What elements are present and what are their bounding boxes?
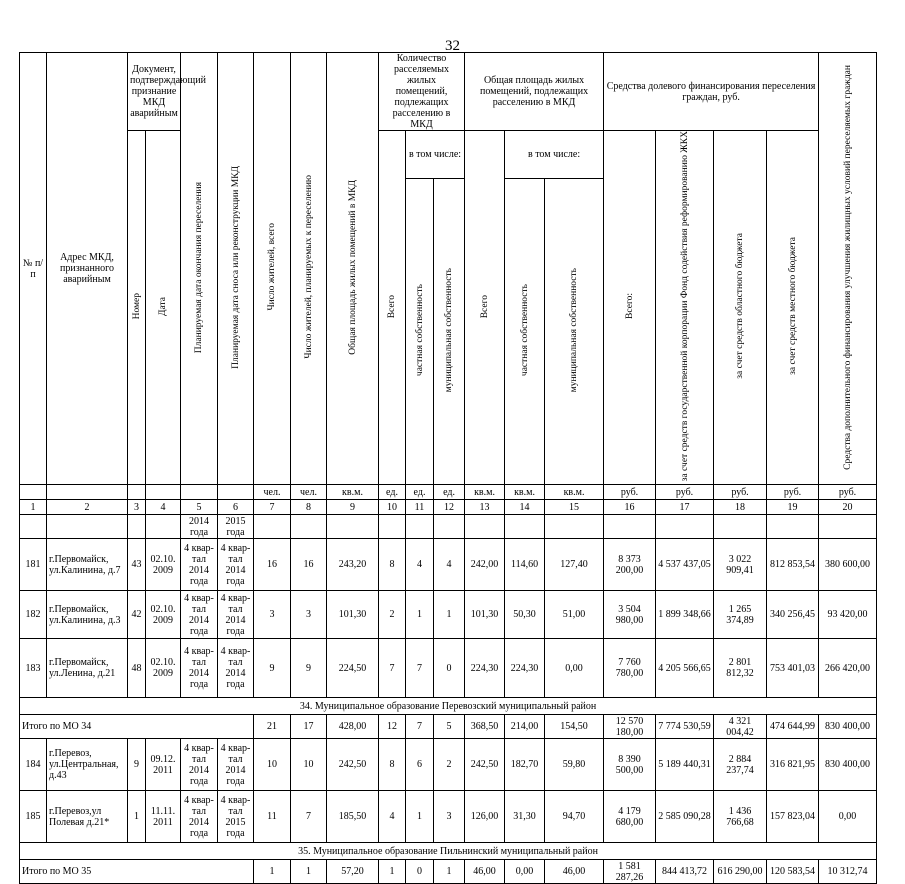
total-fund-local: 474 644,99: [767, 715, 819, 739]
cell-fund-total: 7 760 780,00: [604, 639, 656, 698]
total-area-total: 46,00: [465, 860, 505, 884]
header-total-area: Общая площадь жилых помещений в МКД: [327, 53, 379, 485]
cell-rooms-total: 2: [379, 591, 406, 639]
cell-doc-date: 02.10. 2009: [146, 591, 181, 639]
header-rooms-total: Всего: [379, 131, 406, 485]
cell-area-municipal: 94,70: [545, 791, 604, 843]
header-doc-date: Дата: [146, 131, 181, 485]
cell-rooms-municipal: 2: [434, 739, 465, 791]
cell-fund-fund: 4 537 437,05: [656, 539, 714, 591]
header-doc-number: Номер: [128, 131, 146, 485]
table-row: [20, 539, 877, 591]
cell-planned-end: 4 квар-тал 2014 года: [181, 639, 218, 698]
total-fund-regional: 4 321 004,42: [714, 715, 767, 739]
cell-fund-regional: 1 436 766,68: [714, 791, 767, 843]
cell-area-total: 101,30: [465, 591, 505, 639]
unit-cell: руб.: [714, 485, 767, 500]
carry-demo: 2015 года: [218, 515, 254, 539]
column-number: 17: [656, 500, 714, 515]
header-private: частная собственность: [406, 178, 434, 485]
total-row-35: [20, 860, 877, 884]
cell-rooms-total: 8: [379, 739, 406, 791]
cell-area-private: 114,60: [505, 539, 545, 591]
cell-fund-total: 4 179 680,00: [604, 791, 656, 843]
cell-fund-total: 8 390 500,00: [604, 739, 656, 791]
cell-fund-local: 753 401,03: [767, 639, 819, 698]
cell-fund-extra: 93 420,00: [819, 591, 877, 639]
header-fund-regional: за счет средств областного бюджета: [714, 131, 767, 485]
total-area-municipal: 46,00: [545, 860, 604, 884]
header-fund-total: Всего:: [604, 131, 656, 485]
header-num: № п/п: [20, 53, 47, 485]
cell-doc-number: 43: [128, 539, 146, 591]
cell-residents-planned: 9: [291, 639, 327, 698]
header-area-private: частная собственность: [505, 178, 545, 485]
column-number: 6: [218, 500, 254, 515]
column-number: 9: [327, 500, 379, 515]
cell-total-area: 101,30: [327, 591, 379, 639]
unit-cell: кв.м.: [327, 485, 379, 500]
unit-cell: ед.: [379, 485, 406, 500]
cell-area-total: 126,00: [465, 791, 505, 843]
cell-address: г.Первомайск, ул.Ленина, д.21: [47, 639, 128, 698]
header-area-incl: в том числе:: [505, 131, 604, 179]
cell-rooms-total: 4: [379, 791, 406, 843]
unit-cell: кв.м.: [545, 485, 604, 500]
cell-doc-number: 48: [128, 639, 146, 698]
cell-residents-total: 3: [254, 591, 291, 639]
total-residents-total: 1: [254, 860, 291, 884]
cell-row-number: 182: [20, 591, 47, 639]
total-rooms-municipal: 5: [434, 715, 465, 739]
header-area-total: Всего: [465, 131, 505, 485]
cell-total-area: 224,50: [327, 639, 379, 698]
cell-doc-number: 9: [128, 739, 146, 791]
cell-fund-extra: 380 600,00: [819, 539, 877, 591]
cell-rooms-municipal: 3: [434, 791, 465, 843]
total-residents-total: 21: [254, 715, 291, 739]
carry-over-row: [20, 515, 877, 539]
cell-fund-fund: 5 189 440,31: [656, 739, 714, 791]
total-area-private: 214,00: [505, 715, 545, 739]
cell-row-number: 181: [20, 539, 47, 591]
header-planned-demolition: Планируемая дата сноса или реконструкции МКД: [218, 53, 254, 485]
column-number: 15: [545, 500, 604, 515]
total-total-area: 428,00: [327, 715, 379, 739]
total-area-total: 368,50: [465, 715, 505, 739]
header-funding: Средства долевого финансирования переселения граждан, руб.: [604, 53, 819, 131]
header-extra: Средства дополнительного финансирования улучшения жилищных условий переселяемых граждан: [819, 53, 877, 485]
cell-fund-fund: 1 899 348,66: [656, 591, 714, 639]
cell-address: г.Перевоз, ул.Центральная, д.43: [47, 739, 128, 791]
cell-area-total: 242,00: [465, 539, 505, 591]
table-row: [20, 791, 877, 843]
column-number: 12: [434, 500, 465, 515]
header-rooms-incl: в том числе:: [406, 131, 465, 179]
cell-fund-local: 157 823,04: [767, 791, 819, 843]
total-row-34: [20, 715, 877, 739]
cell-address: г.Первомайск, ул.Калинина, д.3: [47, 591, 128, 639]
unit-cell: ед.: [406, 485, 434, 500]
cell-total-area: 243,20: [327, 539, 379, 591]
column-number: 8: [291, 500, 327, 515]
cell-fund-regional: 2 801 812,32: [714, 639, 767, 698]
cell-planned-end: 4 квар-тал 2014 года: [181, 791, 218, 843]
cell-rooms-municipal: 4: [434, 539, 465, 591]
cell-area-private: 182,70: [505, 739, 545, 791]
resettlement-table: [19, 52, 877, 884]
cell-fund-local: 812 853,54: [767, 539, 819, 591]
column-number: 10: [379, 500, 406, 515]
cell-fund-local: 340 256,45: [767, 591, 819, 639]
header-residents-planned: Число жителей, планируемых к переселению: [291, 53, 327, 485]
total-total-area: 57,20: [327, 860, 379, 884]
column-number: 3: [128, 500, 146, 515]
total-fund-fund: 7 774 530,59: [656, 715, 714, 739]
unit-cell: руб.: [656, 485, 714, 500]
column-number: 7: [254, 500, 291, 515]
column-number: 20: [819, 500, 877, 515]
cell-rooms-private: 4: [406, 539, 434, 591]
cell-total-area: 185,50: [327, 791, 379, 843]
table-row: [20, 639, 877, 698]
cell-doc-date: 02.10. 2009: [146, 639, 181, 698]
cell-rooms-private: 1: [406, 591, 434, 639]
column-number: 4: [146, 500, 181, 515]
unit-cell: кв.м.: [505, 485, 545, 500]
cell-residents-planned: 3: [291, 591, 327, 639]
cell-area-total: 224,30: [465, 639, 505, 698]
cell-doc-date: 02.10. 2009: [146, 539, 181, 591]
page-number: 32: [445, 38, 460, 54]
cell-rooms-total: 7: [379, 639, 406, 698]
cell-planned-demolition: 4 квар-тал 2014 года: [218, 639, 254, 698]
column-number: 14: [505, 500, 545, 515]
cell-rooms-private: 1: [406, 791, 434, 843]
cell-residents-total: 10: [254, 739, 291, 791]
column-number-row: [20, 500, 877, 515]
column-number: 2: [47, 500, 128, 515]
cell-area-private: 50,30: [505, 591, 545, 639]
cell-doc-date: 09.12. 2011: [146, 739, 181, 791]
section-heading-34: 34. Муниципальное образование Перевозский муниципальный район: [20, 698, 877, 715]
cell-residents-total: 11: [254, 791, 291, 843]
header-document: Документ, подтверждающий признание МКД аварийным: [128, 53, 181, 131]
cell-residents-total: 16: [254, 539, 291, 591]
unit-cell: руб.: [767, 485, 819, 500]
cell-fund-extra: 830 400,00: [819, 739, 877, 791]
cell-doc-number: 1: [128, 791, 146, 843]
column-number: 1: [20, 500, 47, 515]
cell-residents-planned: 10: [291, 739, 327, 791]
total-fund-local: 120 583,54: [767, 860, 819, 884]
total-fund-extra: 830 400,00: [819, 715, 877, 739]
cell-fund-extra: 266 420,00: [819, 639, 877, 698]
cell-planned-demolition: 4 квар-тал 2015 года: [218, 791, 254, 843]
cell-fund-total: 3 504 980,00: [604, 591, 656, 639]
cell-planned-demolition: 4 квар-тал 2014 года: [218, 591, 254, 639]
cell-residents-total: 9: [254, 639, 291, 698]
cell-fund-regional: 2 884 237,74: [714, 739, 767, 791]
cell-rooms-private: 6: [406, 739, 434, 791]
header-municipal: муниципальная собственность: [434, 178, 465, 485]
unit-cell: кв.м.: [465, 485, 505, 500]
column-number: 18: [714, 500, 767, 515]
cell-planned-demolition: 4 квар-тал 2014 года: [218, 739, 254, 791]
cell-rooms-municipal: 0: [434, 639, 465, 698]
cell-fund-fund: 4 205 566,65: [656, 639, 714, 698]
total-area-private: 0,00: [505, 860, 545, 884]
total-fund-fund: 844 413,72: [656, 860, 714, 884]
cell-fund-total: 8 373 200,00: [604, 539, 656, 591]
column-number: 5: [181, 500, 218, 515]
header-address: Адрес МКД, признанного аварийным: [47, 53, 128, 485]
unit-cell: чел.: [254, 485, 291, 500]
cell-total-area: 242,50: [327, 739, 379, 791]
cell-planned-end: 4 квар-тал 2014 года: [181, 591, 218, 639]
total-rooms-total: 1: [379, 860, 406, 884]
cell-row-number: 185: [20, 791, 47, 843]
total-rooms-municipal: 1: [434, 860, 465, 884]
header-fund-local: за счет средств местного бюджета: [767, 131, 819, 485]
section-heading-35: 35. Муниципальное образование Пильнинский муниципальный район: [20, 843, 877, 860]
total-label: Итого по МО 35: [20, 860, 254, 884]
total-rooms-total: 12: [379, 715, 406, 739]
cell-fund-regional: 1 265 374,89: [714, 591, 767, 639]
unit-cell: чел.: [291, 485, 327, 500]
cell-residents-planned: 7: [291, 791, 327, 843]
total-rooms-private: 0: [406, 860, 434, 884]
cell-area-municipal: 59,80: [545, 739, 604, 791]
total-fund-regional: 616 290,00: [714, 860, 767, 884]
cell-doc-number: 42: [128, 591, 146, 639]
total-fund-total: 12 570 180,00: [604, 715, 656, 739]
cell-fund-extra: 0,00: [819, 791, 877, 843]
cell-rooms-municipal: 1: [434, 591, 465, 639]
cell-rooms-private: 7: [406, 639, 434, 698]
cell-residents-planned: 16: [291, 539, 327, 591]
total-fund-extra: 10 312,74: [819, 860, 877, 884]
carry-end: 2014 года: [181, 515, 218, 539]
column-number: 19: [767, 500, 819, 515]
header-area-municipal: муниципальная собственность: [545, 178, 604, 485]
cell-fund-local: 316 821,95: [767, 739, 819, 791]
cell-row-number: 184: [20, 739, 47, 791]
cell-area-total: 242,50: [465, 739, 505, 791]
cell-fund-regional: 3 022 909,41: [714, 539, 767, 591]
header-rooms-count: Количество расселяемых жилых помещений, подлежащих расселению в МКД: [379, 53, 465, 131]
table-row: [20, 739, 877, 791]
header-fund-fund: за счет средств государственной корпорации Фонд содействия реформированию ЖКХ: [656, 131, 714, 485]
column-number: 11: [406, 500, 434, 515]
cell-planned-demolition: 4 квар-тал 2014 года: [218, 539, 254, 591]
cell-fund-fund: 2 585 090,28: [656, 791, 714, 843]
total-fund-total: 1 581 287,26: [604, 860, 656, 884]
cell-planned-end: 4 квар-тал 2014 года: [181, 539, 218, 591]
cell-rooms-total: 8: [379, 539, 406, 591]
cell-area-private: 224,30: [505, 639, 545, 698]
cell-area-private: 31,30: [505, 791, 545, 843]
column-number: 16: [604, 500, 656, 515]
cell-row-number: 183: [20, 639, 47, 698]
total-residents-planned: 17: [291, 715, 327, 739]
column-number: 13: [465, 500, 505, 515]
cell-planned-end: 4 квар-тал 2014 года: [181, 739, 218, 791]
cell-area-municipal: 51,00: [545, 591, 604, 639]
cell-address: г.Перевоз,ул Полевая д.21*: [47, 791, 128, 843]
total-label: Итого по МО 34: [20, 715, 254, 739]
cell-doc-date: 11.11. 2011: [146, 791, 181, 843]
unit-cell: руб.: [819, 485, 877, 500]
header-planned-end: Планируемая дата окончания переселения: [181, 53, 218, 485]
unit-cell: ед.: [434, 485, 465, 500]
total-residents-planned: 1: [291, 860, 327, 884]
cell-area-municipal: 0,00: [545, 639, 604, 698]
table-row: [20, 591, 877, 639]
total-rooms-private: 7: [406, 715, 434, 739]
cell-area-municipal: 127,40: [545, 539, 604, 591]
header-residents-total: Число жителей, всего: [254, 53, 291, 485]
header-area-resettle: Общая площадь жилых помещений, подлежащих расселению в МКД: [465, 53, 604, 131]
cell-address: г.Первомайск, ул.Калинина, д.7: [47, 539, 128, 591]
unit-cell: руб.: [604, 485, 656, 500]
total-area-municipal: 154,50: [545, 715, 604, 739]
